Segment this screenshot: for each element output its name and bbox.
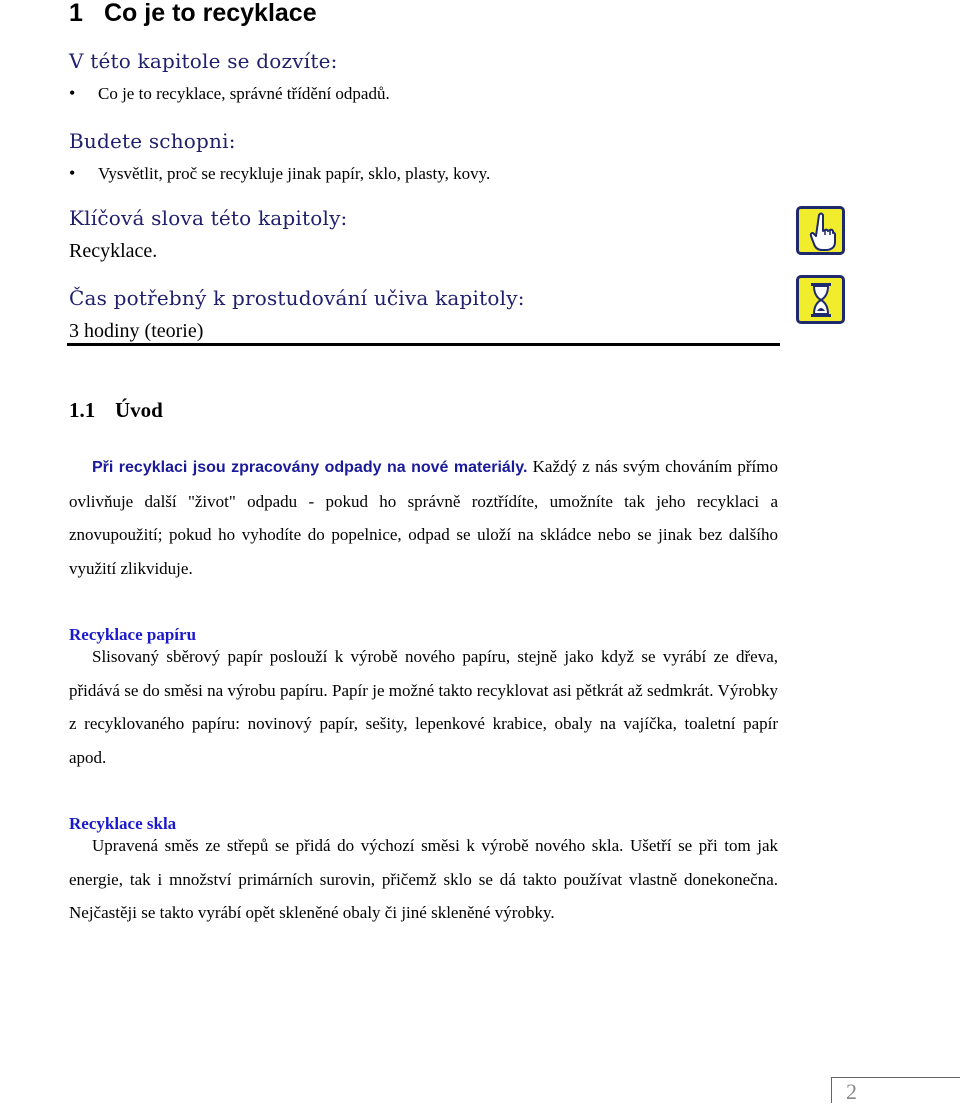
chapter-number: 1: [69, 0, 83, 27]
glass-heading: Recyklace skla: [69, 814, 177, 833]
glass-text: Upravená směs ze střepů se přidá do výchozí směsi k výrobě nového skla. Ušetří se při tom jak energie, tak i množství primárních surovin, přičemž sklo se dá takto používat vlastně donekonečna. Nejčastěji se takto vyrábí opět skleněné obaly či jiné skleněné výrobky.: [69, 836, 778, 922]
intro-lead: Při recyklaci jsou zpracovány odpady na nové materiály.: [92, 459, 528, 476]
paper-text: Slisovaný sběrový papír poslouží k výrobě nového papíru, stejně jako když se vyrábí ze dřeva, přidává se do směsi na výrobu papíru. Papír je možné takto recyklovat asi pětkrát až sedmkrát. Výrobky z recyklovaného papíru: novinový papír, sešity, lepenkové krabice, obaly na vajíčka, toaletní papír apod.: [69, 647, 778, 767]
header-divider: [67, 343, 780, 346]
pointing-finger-icon: [796, 206, 845, 255]
able-heading: Budete schopni:: [69, 129, 236, 153]
bullet-icon: •: [69, 163, 76, 183]
time-value: 3 hodiny (teorie): [69, 320, 204, 342]
paper-paragraph: [69, 640, 778, 774]
chapter-title: [69, 0, 317, 26]
able-item: [69, 163, 490, 184]
hourglass-icon: [796, 275, 845, 324]
section-title: [69, 397, 163, 423]
learn-item: [69, 83, 390, 104]
time-heading: Čas potřebný k prostudování učiva kapitoly:: [69, 286, 525, 310]
glass-paragraph: [69, 829, 778, 930]
bullet-icon: •: [69, 83, 76, 103]
paper-heading: Recyklace papíru: [69, 625, 197, 644]
keywords-value: Recyklace.: [69, 240, 158, 262]
page-number-rule: [911, 1077, 960, 1078]
learn-item-text: Co je to recyklace, správné třídění odpadů.: [98, 84, 390, 103]
keywords-heading: Klíčová slova této kapitoly:: [69, 206, 348, 230]
able-item-text: Vysvětlit, proč se recykluje jinak papír, sklo, plasty, kovy.: [98, 164, 491, 183]
section-number: 1.1: [69, 398, 96, 422]
chapter-title-text: Co je to recyklace: [104, 0, 317, 27]
learn-heading: V této kapitole se dozvíte:: [69, 49, 338, 73]
intro-text: Každý z nás svým chováním přímo ovlivňuje další "život" odpadu - pokud ho správně roztřídíte, umožníte tak jeho recyklaci a znovupoužití; pokud ho vyhodíte do popelnice, odpad se uloží na skládce nebo se jinak bez dalšího využití zlikviduje.: [69, 457, 779, 578]
section-title-text: Úvod: [115, 398, 163, 422]
page-number: 2: [831, 1077, 911, 1103]
intro-paragraph: [69, 450, 778, 585]
